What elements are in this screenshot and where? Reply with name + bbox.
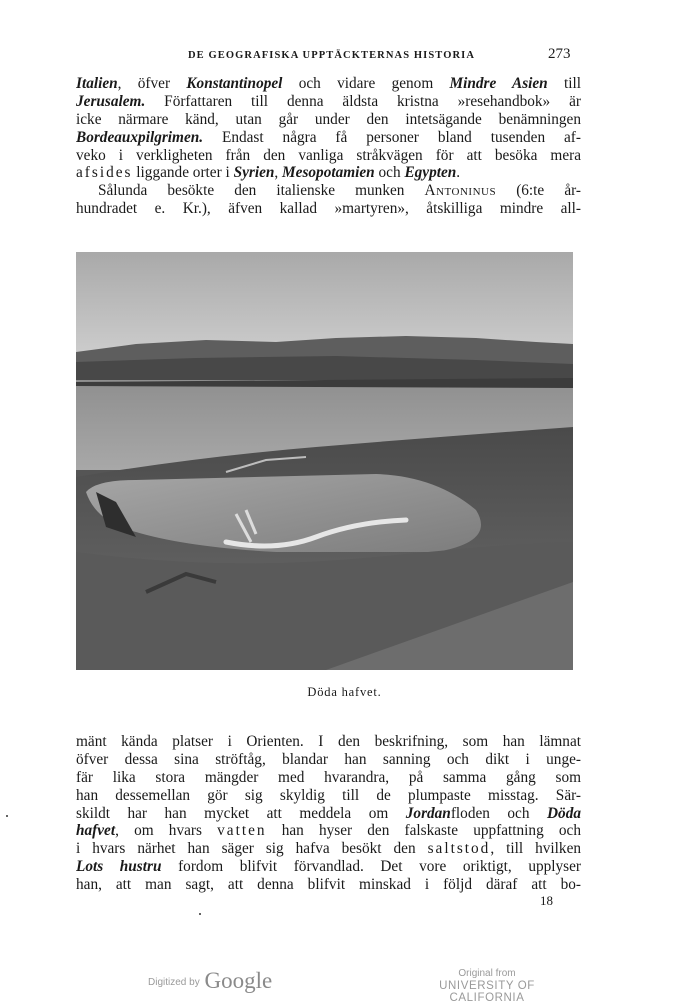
scan-speck xyxy=(6,815,8,817)
paragraph-bottom xyxy=(76,733,581,894)
text-line: Bordeauxpilgrimen. Endast några få personer bland tusenden af- xyxy=(76,128,581,146)
running-header: DE GEOGRAFISKA UPPTÄCKTERNAS HISTORIA xyxy=(188,50,476,61)
text-line: fär lika stora mängder med hvarandra, på samma gång som xyxy=(76,768,581,786)
text-line: Lots hustru fordom blifvit förvandlad. Det vore oriktigt, upplyser xyxy=(76,858,581,876)
original-from-label: Original from xyxy=(458,968,516,979)
google-logo: Google xyxy=(204,968,273,993)
scan-speck xyxy=(199,913,201,915)
text-line: veko i verkligheten från den vanliga stråkvägen för att besöka mera xyxy=(76,146,581,164)
page-number: 273 xyxy=(548,46,571,62)
original-source xyxy=(412,968,562,1004)
paragraph-top xyxy=(76,75,581,218)
text-line: Sålunda besökte den italienske munken Antoninus (6:te år- xyxy=(98,182,581,200)
figure-caption: Döda hafvet. xyxy=(307,685,382,699)
text-line: afsides liggande orter i Syrien, Mesopotamien och Egypten. xyxy=(76,164,461,182)
text-line: icke närmare känd, utan går under den intetsägande benämningen xyxy=(76,110,581,128)
text-line: hafvet, om hvars vatten han hyser den falskaste uppfattning och xyxy=(76,822,581,840)
digitized-by-google xyxy=(148,968,272,994)
institution-name: UNIVERSITY OF CALIFORNIA xyxy=(439,980,535,1004)
text-line: han dessemellan gör sig skyldig till de plumpaste misstag. Sär- xyxy=(76,786,581,804)
digitized-by-label: Digitized by xyxy=(148,977,200,988)
text-line: mänt kända platser i Orienten. I den beskrifning, som han lämnat xyxy=(76,733,581,750)
text-line: i hvars närhet han säger sig hafva besökt den saltstod, till hvilken xyxy=(76,840,581,858)
text-line: Jerusalem. Författaren till denna äldsta kristna »resehandbok» är xyxy=(76,92,581,110)
dead-sea-photograph xyxy=(76,252,573,670)
signature-mark: 18 xyxy=(540,893,553,908)
photo-illustration xyxy=(76,252,573,670)
text-line: skildt har han mycket att meddela om Jordanfloden och Döda xyxy=(76,804,581,822)
text-line: öfver dessa sina ströftåg, blandar han sanning och dikt i unge- xyxy=(76,750,581,768)
text-line: hundradet e. Kr.), äfven kallad »martyren», åtskilliga mindre all- xyxy=(76,200,581,218)
text-line: han, att man sagt, att denna blifvit minskad i följd däraf att bo- xyxy=(76,876,581,894)
text-line: Italien, öfver Konstantinopel och vidare genom Mindre Asien till xyxy=(76,75,581,92)
